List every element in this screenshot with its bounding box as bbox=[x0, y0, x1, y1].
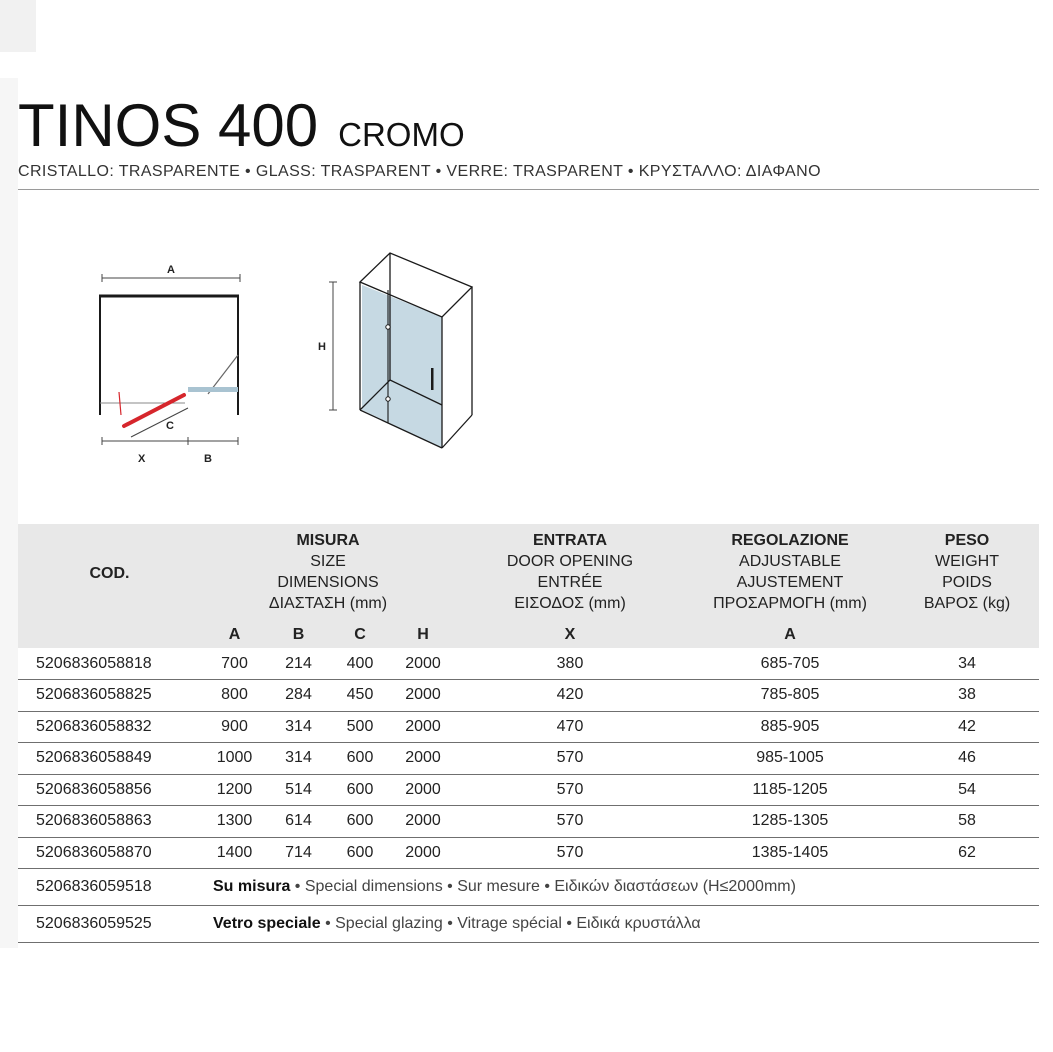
header-misura: MISURA SIZE DIMENSIONS ΔΙΑΣΤΑΣΗ (mm) bbox=[201, 524, 455, 622]
cell-h: 2000 bbox=[391, 711, 455, 743]
table-row bbox=[18, 711, 1039, 743]
title-line bbox=[18, 92, 1039, 160]
glass-subtitle: CRISTALLO: TRASPARENTE • GLASS: TRASPARENT • VERRE: TRASPARENT • ΚΡΥΣΤΑΛΛΟ: ΔΙΑΦΑΝΟ bbox=[18, 163, 821, 180]
subheader-weight-blank bbox=[895, 622, 1039, 648]
cell-adj: 785-805 bbox=[685, 680, 895, 712]
cell-weight: 42 bbox=[895, 711, 1039, 743]
table-row bbox=[18, 837, 1039, 869]
cell-c: 500 bbox=[329, 711, 391, 743]
specification-table bbox=[18, 524, 1039, 943]
subheader-adj: A bbox=[685, 622, 895, 648]
door-handle-icon bbox=[431, 368, 434, 390]
cell-a: 1000 bbox=[201, 743, 268, 775]
cell-note bbox=[201, 906, 1039, 943]
subheader-b: B bbox=[268, 622, 329, 648]
cell-b: 714 bbox=[268, 837, 329, 869]
header-peso: PESO WEIGHT POIDS ΒΑΡΟΣ (kg) bbox=[895, 524, 1039, 622]
cell-weight: 38 bbox=[895, 680, 1039, 712]
left-margin-strip bbox=[0, 78, 18, 948]
plan-view-diagram bbox=[90, 255, 260, 470]
dimension-h bbox=[318, 282, 337, 410]
cell-x: 570 bbox=[455, 743, 685, 775]
cell-code: 5206836058870 bbox=[18, 837, 201, 869]
cell-b: 514 bbox=[268, 774, 329, 806]
note-bold: Su misura bbox=[213, 878, 291, 895]
title-divider bbox=[18, 189, 1039, 190]
label-b: B bbox=[204, 453, 212, 465]
cell-c: 400 bbox=[329, 648, 391, 680]
cell-x: 570 bbox=[455, 774, 685, 806]
cell-b: 214 bbox=[268, 648, 329, 680]
table-row bbox=[18, 743, 1039, 775]
cell-adj: 1285-1305 bbox=[685, 806, 895, 838]
cell-b: 284 bbox=[268, 680, 329, 712]
cell-adj: 985-1005 bbox=[685, 743, 895, 775]
header-cod: COD. bbox=[18, 524, 201, 622]
cell-c: 600 bbox=[329, 837, 391, 869]
label-h: H bbox=[318, 341, 326, 353]
cell-a: 1200 bbox=[201, 774, 268, 806]
cell-weight: 46 bbox=[895, 743, 1039, 775]
glass-panels bbox=[362, 285, 442, 448]
header-regolazione: REGOLAZIONE ADJUSTABLE AJUSTEMENT ΠΡΟΣΑΡΜΟΓΗ (mm) bbox=[685, 524, 895, 622]
cell-adj: 1185-1205 bbox=[685, 774, 895, 806]
cell-x: 380 bbox=[455, 648, 685, 680]
table-row bbox=[18, 680, 1039, 712]
cell-a: 800 bbox=[201, 680, 268, 712]
table-note-row bbox=[18, 906, 1039, 943]
cell-c: 600 bbox=[329, 774, 391, 806]
subheader-x: X bbox=[455, 622, 685, 648]
subheader-a: A bbox=[201, 622, 268, 648]
subheader-h: H bbox=[391, 622, 455, 648]
cell-x: 470 bbox=[455, 711, 685, 743]
cell-h: 2000 bbox=[391, 774, 455, 806]
product-name: TINOS 400 bbox=[18, 92, 319, 159]
cell-h: 2000 bbox=[391, 837, 455, 869]
cell-h: 2000 bbox=[391, 806, 455, 838]
cell-x: 570 bbox=[455, 837, 685, 869]
cell-code: 5206836058856 bbox=[18, 774, 201, 806]
cell-c: 600 bbox=[329, 806, 391, 838]
table-subheader-row bbox=[18, 622, 1039, 648]
cell-code: 5206836059518 bbox=[18, 869, 201, 906]
table-header-row bbox=[18, 524, 1039, 622]
cell-adj: 1385-1405 bbox=[685, 837, 895, 869]
header-entrata: ENTRATA DOOR OPENING ENTRÉE ΕΙΣΟΔΟΣ (mm) bbox=[455, 524, 685, 622]
cell-code: 5206836058863 bbox=[18, 806, 201, 838]
table-row bbox=[18, 774, 1039, 806]
corner-shade bbox=[0, 0, 36, 52]
cell-a: 900 bbox=[201, 711, 268, 743]
table-note-row bbox=[18, 869, 1039, 906]
cell-a: 1300 bbox=[201, 806, 268, 838]
cell-adj: 885-905 bbox=[685, 711, 895, 743]
cell-weight: 54 bbox=[895, 774, 1039, 806]
cell-b: 614 bbox=[268, 806, 329, 838]
dimension-x-b bbox=[102, 437, 238, 465]
cell-x: 420 bbox=[455, 680, 685, 712]
note-text: • Special dimensions • Sur mesure • Ειδικών διαστάσεων (H≤2000mm) bbox=[290, 878, 796, 895]
label-c: C bbox=[166, 420, 174, 432]
cell-adj: 685-705 bbox=[685, 648, 895, 680]
cell-weight: 58 bbox=[895, 806, 1039, 838]
cell-a: 1400 bbox=[201, 837, 268, 869]
cell-code: 5206836058832 bbox=[18, 711, 201, 743]
dimension-a bbox=[102, 264, 240, 282]
cell-x: 570 bbox=[455, 806, 685, 838]
cell-h: 2000 bbox=[391, 648, 455, 680]
title-block bbox=[18, 92, 1039, 182]
cell-h: 2000 bbox=[391, 743, 455, 775]
sliding-door bbox=[119, 392, 188, 437]
cell-c: 450 bbox=[329, 680, 391, 712]
perspective-diagram bbox=[312, 245, 482, 455]
cell-b: 314 bbox=[268, 711, 329, 743]
cell-weight: 34 bbox=[895, 648, 1039, 680]
subheader-c: C bbox=[329, 622, 391, 648]
cell-code: 5206836058825 bbox=[18, 680, 201, 712]
table-row bbox=[18, 806, 1039, 838]
subheader-blank bbox=[18, 622, 201, 648]
cell-code: 5206836058818 bbox=[18, 648, 201, 680]
table-row bbox=[18, 648, 1039, 680]
fixed-glass-panel bbox=[188, 387, 238, 392]
cell-code: 5206836059525 bbox=[18, 906, 201, 943]
note-text: • Special glazing • Vitrage spécial • Ειδικά κρυστάλλα bbox=[320, 915, 701, 932]
cell-h: 2000 bbox=[391, 680, 455, 712]
label-a: A bbox=[167, 264, 175, 276]
cell-weight: 62 bbox=[895, 837, 1039, 869]
label-x: X bbox=[138, 453, 146, 465]
cell-code: 5206836058849 bbox=[18, 743, 201, 775]
cell-b: 314 bbox=[268, 743, 329, 775]
cell-c: 600 bbox=[329, 743, 391, 775]
note-bold: Vetro speciale bbox=[213, 915, 321, 932]
cell-note bbox=[201, 869, 1039, 906]
product-finish: CROMO bbox=[338, 116, 465, 153]
cell-a: 700 bbox=[201, 648, 268, 680]
